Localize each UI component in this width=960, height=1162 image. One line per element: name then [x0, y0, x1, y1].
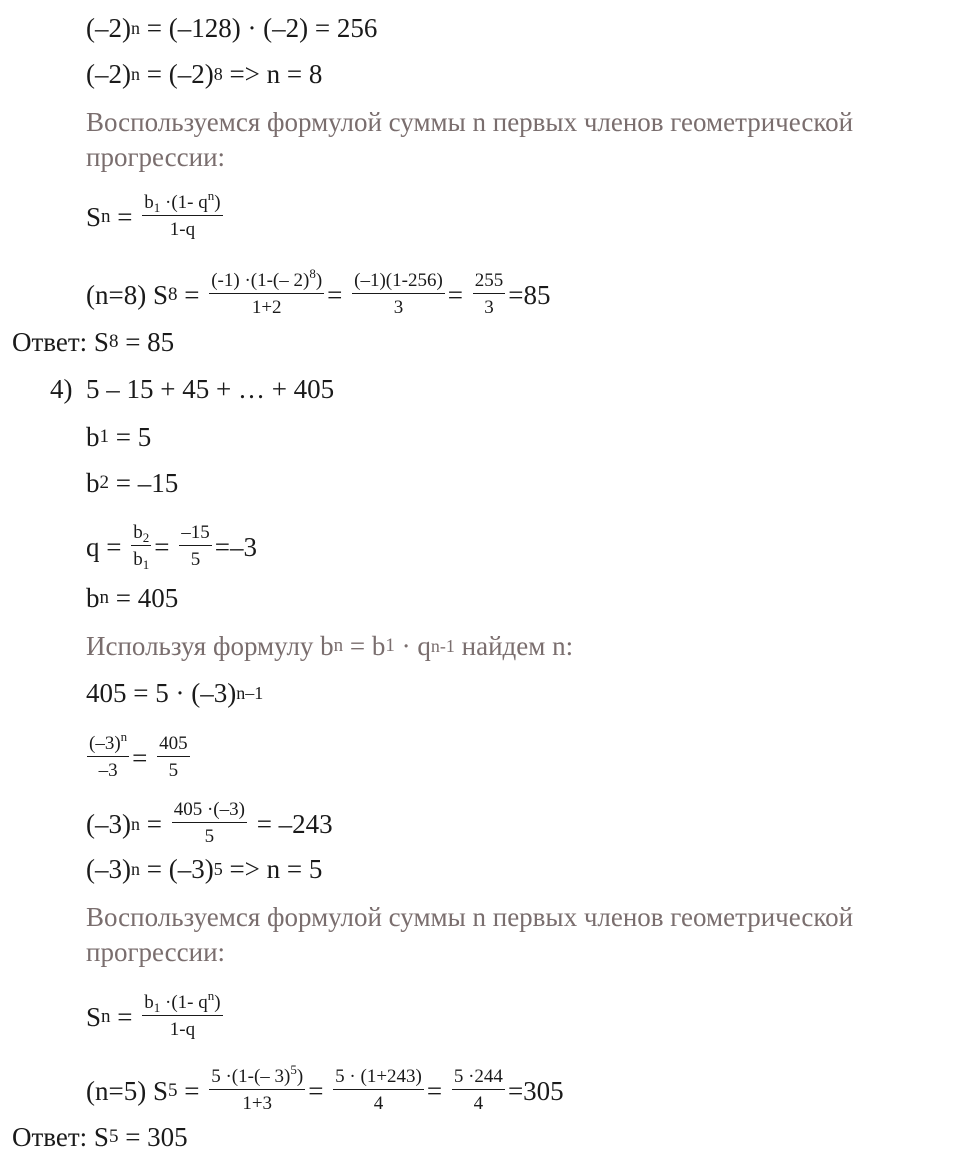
calc-fraction-2: $\frac{(-1)(1-256)}{3}$ — [354, 270, 443, 318]
explanation-text-line-3: Воспользуемся формулой суммы n первых членов геометрической — [86, 902, 854, 932]
calc2-fraction-1: $\frac{5 \cdot(1-(- 3)^5)}{1+3}$ — [211, 1062, 304, 1114]
problem-4-header: 4) 5 – 15 + 45 + … + 405 — [50, 374, 335, 404]
b1-value: b 1 = 5 — [86, 422, 152, 452]
sum-calculation: (n=8) S 8 = $\frac{(-1) \cdot(1-(- 2)^8)}{1+2}$ = $\frac{(-1)(1-256)}{3}$ = $\frac{255}{3}$ =85 — [86, 266, 551, 318]
q-fraction-2: $\frac{-15}{5}$ — [181, 522, 210, 570]
equation-power-product: (–2) n = (–128) · (–2) = 256 — [86, 13, 378, 43]
sum-formula-fraction: $\frac{b_1 \cdot(1- q^n)}{1-q}$ — [144, 188, 221, 240]
equation-fraction-compare: $\frac{(-3)^n}{-3}$ = $\frac{405}{5}$ — [89, 729, 188, 781]
sum-formula: S n = $\frac{b_1 \cdot(1- q^n)}{1-q}$ — [86, 188, 221, 240]
calc2-fraction-3: $\frac{5 \cdot 244}{4}$ — [453, 1066, 503, 1114]
sum-calculation-2: (n=5) S 5 = $\frac{5 \cdot(1-(- 3)^5)}{1+3}$ = $\frac{5 \cdot (1+243)}{4}$ = $\frac{5 \cdot 244}{4}$ =305 — [86, 1062, 564, 1114]
calc-fraction-1: $\frac{(-1) \cdot(1-(- 2)^8)}{1+2}$ — [211, 266, 323, 318]
eq2-fraction-1: $\frac{(-3)^n}{-3}$ — [89, 729, 128, 781]
eq3-fraction: $\frac{405 \cdot(-3)}{5}$ — [173, 799, 245, 847]
equation-405: 405 = 5 · (–3) n–1 — [86, 678, 264, 708]
equation-minus3-power: (–3) n = $\frac{405 \cdot(-3)}{5}$ = –243 — [86, 799, 333, 847]
eq2-fraction-2: $\frac{405}{5}$ — [159, 733, 188, 781]
equation-power-compare: (–2) n = (–2) 8 => n = 8 — [86, 59, 323, 89]
b2-value: b 2 = –15 — [86, 468, 179, 498]
q-fraction-1: $\frac{b_2}{b_1}$ — [133, 522, 150, 572]
answer-part3: Ответ: S 8 = 85 — [12, 327, 175, 357]
answer-part4: Ответ: S 5 = 305 — [12, 1122, 188, 1152]
q-ratio: q = $\frac{b_2}{b_1}$ = $\frac{-15}{5}$ =–3 — [86, 522, 257, 572]
equation-power-compare-2: (–3) n = (–3) 5 => n = 5 — [86, 854, 323, 884]
bn-value: b n = 405 — [86, 583, 179, 613]
explanation-text-line-4: прогрессии: — [86, 937, 226, 967]
sum-formula-2-fraction: $\frac{b_1 \cdot(1- q^n)}{1-q}$ — [144, 988, 221, 1040]
sum-formula-2: S n = $\frac{b_1 \cdot(1- q^n)}{1-q}$ — [86, 988, 221, 1040]
explanation-text-line-2: прогрессии: — [86, 142, 226, 172]
calc2-fraction-2: $\frac{5 \cdot (1+243)}{4}$ — [335, 1066, 422, 1114]
formula-explanation: Используя формулу b n = b 1 · q n-1 найдем n: — [86, 631, 574, 661]
calc-fraction-3: $\frac{255}{3}$ — [474, 270, 504, 318]
explanation-text-line-1: Воспользуемся формулой суммы n первых членов геометрической — [86, 107, 854, 137]
